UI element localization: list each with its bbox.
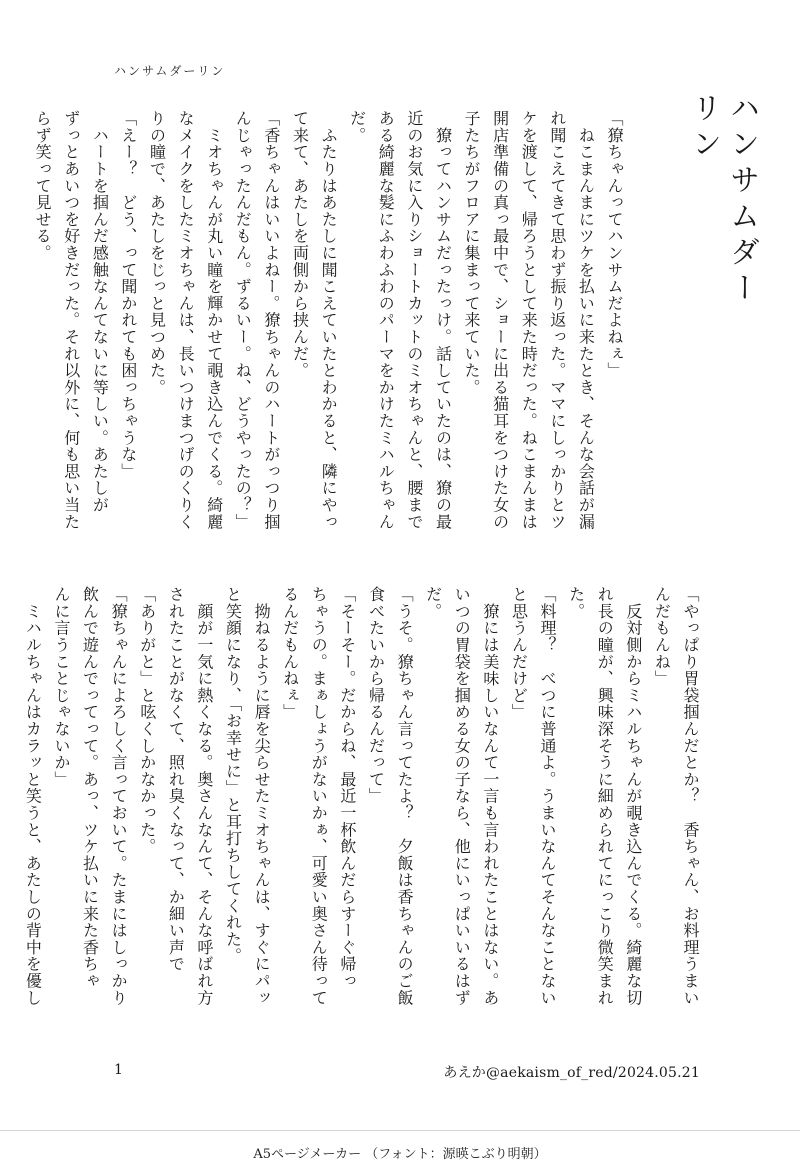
text-line: 「獠ちゃんによろしく言っておいて。たまにはしっかり [109,586,129,1006]
text-line: 反対側からミハルちゃんが覗き込んでくる。綺麗な切 [623,586,643,1006]
text-line: だ。 [347,110,367,144]
text-line: んじゃったんだもん。ずるいー。ね、どうやったの？」 [233,110,253,530]
text-line: されたことがなくて、照れ臭くなって、か細い声で [166,586,186,973]
text-line: 「やっぱり胃袋掴んだとか？ 香ちゃん、お料理うまい [681,586,700,1006]
body-text-upper [33,110,628,580]
text-line: 子たちがフロアに集まって来ていた。 [462,110,482,396]
text-line: 「そーそー。だからね、最近一杯飲んだらすーぐ帰っ [337,586,357,990]
text-line: ずっとあいつを好きだった。それ以外に、何も思い当た [61,110,81,530]
text-line: れ長の瞳が、興味深そうに細められてにっこり微笑まれ [595,586,615,1006]
text-line: ねこまんまにツケを払いに来たとき、そんな会話が漏 [576,110,596,530]
text-line: 獠には美味しいなんて一言も言われたことはない。あ [480,586,500,1006]
running-header: ハンサムダーリン [114,64,226,78]
text-line: 拗ねるように唇を尖らせたミオちゃんは、すぐにパッ [252,586,272,1006]
text-line: いつの胃袋を掴める女の子なら、他にいっぱいいるはず [452,586,472,1006]
text-line: ケを渡して、帰ろうとして来た時だった。ねこまんまは [519,110,539,530]
text-line: 獠ってハンサムだったっけ。話していたのは、獠の最 [433,110,453,530]
author-credit: あえか@aekaism_of_red/2024.05.21 [443,1065,700,1081]
app-caption: A5ページメーカー （フォント：源暎こぶり明朝） [253,1147,547,1162]
text-line: ちゃうの。まぁしょうがないかぁ、可愛い奥さん待って [309,586,329,1006]
text-line: 飲んで遊んでってって。あっ、ツケ払いに来た香ちゃ [80,586,100,990]
text-line: 近のお気に入りショートカットのミオちゃんと、腰まで [404,110,424,530]
page-number: 1 [114,1062,123,1078]
text-line: ふたりはあたしに聞こえていたとわかると、隣にやっ [319,110,339,530]
text-line: んに言うことじゃないか」 [51,586,71,788]
text-line: 「えー？ どう、って聞かれても困っちゃうな」 [118,110,138,480]
text-line: ハートを掴んだ感触なんてないに等しい。あたしが [90,110,110,514]
text-line: らず笑って見せる。 [33,110,53,262]
text-line: りの瞳で、あたしをじっと見つめた。 [147,110,167,396]
text-line: 「香ちゃんはいいよねー。獠ちゃんのハートがっつり掴 [261,110,281,530]
text-line: んだもんね」 [652,586,672,687]
text-line: 「うそ。獠ちゃん言ってたよ？ 夕飯は香ちゃんのご飯 [395,586,415,1006]
body-text-lower [23,586,704,1038]
text-line: ミハルちゃんはカラッと笑うと、あたしの背中を優し [23,586,43,1006]
story-title: ハンサムダーリン [686,92,760,308]
text-line: 「料理？ べつに普通よ。うまいなんてそんなことない [538,586,558,1006]
text-line: た。 [566,586,586,620]
text-line: なメイクをしたミオちゃんは、長いつけまつげのくりく [176,110,196,530]
text-line: れ聞こえてきて思わず振り返った。ママにしっかりとツ [547,110,567,530]
text-line: 顔が一気に熱くなる。奥さんなんて、そんな呼ばれ方 [194,586,214,1006]
text-line: ミオちゃんが丸い瞳を輝かせて覗き込んでくる。綺麗 [204,110,224,530]
text-line: だ。 [423,586,443,620]
text-line: て来て、あたしを両側から挟んだ。 [290,110,310,379]
text-line: 開店準備の真っ最中で、ショーに出る猫耳をつけた女の [490,110,510,530]
text-line: 「獠ちゃんってハンサムだよねぇ」 [605,110,624,379]
text-line: 「ありがと」と呟くしかなかった。 [137,586,157,855]
text-line: るんだもんねぇ」 [280,586,300,721]
text-line: 食べたいから帰るんだって」 [366,586,386,805]
text-line: と笑顔になり、「お幸せに」と耳打ちしてくれた。 [223,586,243,965]
text-line: と思うんだけど」 [509,586,529,721]
app-footer [0,1130,800,1172]
text-line: ある綺麗な髪にふわふわのパーマをかけたミハルちゃん [376,110,396,530]
